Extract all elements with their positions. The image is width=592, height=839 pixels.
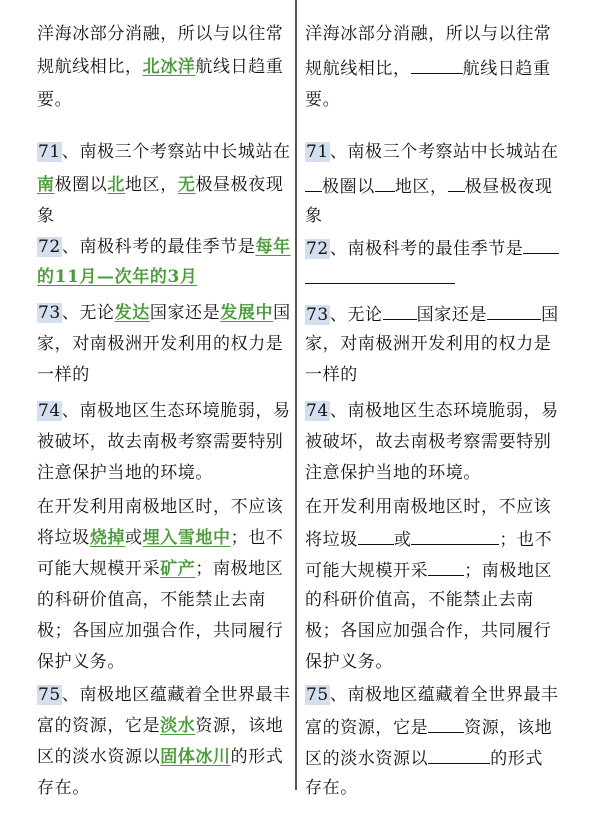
answer-text: 北 xyxy=(107,175,126,195)
question-72: 72、南极科考的最佳季节是 xyxy=(305,231,557,263)
answer-text: 无 xyxy=(177,175,196,195)
question-71: 71、南极三个考察站中长城站在 xyxy=(306,142,559,162)
answer-blank[interactable] xyxy=(523,231,559,254)
answer-text: 北冰洋 xyxy=(142,57,196,77)
answer-text: 淡水 xyxy=(160,716,196,736)
question-number: 74 xyxy=(38,401,61,421)
answer-text: 发达 xyxy=(114,303,150,323)
question-73: 73、无论 国家还是 国 xyxy=(305,297,557,329)
question-75: 75、南极地区蕴藏着全世界最丰 xyxy=(306,685,559,705)
text-line: 注意保护当地的环境。 xyxy=(305,463,481,483)
question-number: 71 xyxy=(306,142,329,162)
text-line: 被破坏，故去南极考察需要特别 xyxy=(305,432,552,452)
answer-blank[interactable] xyxy=(411,522,499,545)
answer-blank[interactable] xyxy=(305,261,455,284)
text-line: 可能大规模开采 ；南极地区 xyxy=(305,553,557,585)
answer-text: 烧掉 xyxy=(89,528,126,548)
text-line: 保护义务。 xyxy=(305,652,393,672)
text-line: 规航线相比，北冰洋航线日趋重 xyxy=(37,57,284,77)
answer-text: 埋入雪地中 xyxy=(142,528,231,548)
question-73: 73、无论发达国家还是发展中国 xyxy=(38,303,291,323)
text-line: 南极圈以北地区，无极昼极夜现 xyxy=(37,175,284,195)
question-74: 74、南极地区生态环境脆弱，易 xyxy=(306,401,559,421)
text-line: 象 xyxy=(37,206,55,226)
text-line: 在开发利用南极地区时，不应该 xyxy=(37,497,284,517)
question-71: 71、南极三个考察站中长城站在 xyxy=(38,142,291,162)
text-line: 被破坏，故去南极考察需要特别 xyxy=(37,432,284,452)
text-line: 极；各国应加强合作，共同履行 xyxy=(37,621,284,641)
text-line: 保护义务。 xyxy=(37,652,125,672)
question-number: 73 xyxy=(38,303,61,323)
question-number: 75 xyxy=(38,685,61,705)
question-number: 74 xyxy=(306,401,329,421)
question-number: 75 xyxy=(306,685,329,705)
question-number: 72 xyxy=(38,237,61,257)
text-line: 洋海冰部分消融，所以与以往常 xyxy=(37,24,284,44)
text-line xyxy=(305,261,557,293)
text-line: 家，对南极洲开发利用的权力是 xyxy=(37,334,284,354)
text-line: 注意保护当地的环境。 xyxy=(37,463,213,483)
answer-blank[interactable] xyxy=(428,710,464,733)
text-line: 家，对南极洲开发利用的权力是 xyxy=(305,334,552,354)
text-line: 在开发利用南极地区时，不应该 xyxy=(305,497,552,517)
text-line: 要。 xyxy=(37,90,73,110)
question-75: 75、南极地区蕴藏着全世界最丰 xyxy=(38,685,291,705)
question-number: 73 xyxy=(306,305,329,325)
answer-text: 的11月—次年的3月 xyxy=(37,267,198,287)
answer-blank[interactable] xyxy=(448,169,465,192)
text-line: 一样的 xyxy=(37,365,90,385)
text-line: 象 xyxy=(305,206,323,226)
answer-blank[interactable] xyxy=(305,169,322,192)
text-line: 将垃圾 或 ；也不 xyxy=(305,522,557,554)
answer-text: 矿产 xyxy=(160,559,196,579)
text-line xyxy=(37,261,289,293)
text-line: 一样的 xyxy=(305,365,358,385)
text-line: 洋海冰部分消融，所以与以往常 xyxy=(305,24,552,44)
text-line: 将垃圾烧掉或埋入雪地中；也不 xyxy=(37,528,284,548)
answer-blank[interactable] xyxy=(383,297,417,320)
answer-text: 固体冰川 xyxy=(160,747,231,767)
answer-text: 南 xyxy=(37,175,55,195)
answer-blank[interactable] xyxy=(375,169,395,192)
answer-text: 每年 xyxy=(255,237,291,257)
text-line: 极圈以 地区， 极昼极夜现 xyxy=(305,169,557,201)
text-line: 要。 xyxy=(305,90,341,110)
text-line: 的科研价值高，不能禁止去南 xyxy=(37,590,266,610)
text-line: 极；各国应加强合作，共同履行 xyxy=(305,621,552,641)
answer-blank[interactable] xyxy=(428,741,490,764)
question-74: 74、南极地区生态环境脆弱，易 xyxy=(38,401,291,421)
text-line: 可能大规模开采矿产；南极地区 xyxy=(37,559,284,579)
text-line: 的科研价值高，不能禁止去南 xyxy=(305,590,534,610)
text-line: 富的资源，它是 资源，该地 xyxy=(305,710,557,742)
column-divider xyxy=(295,0,297,790)
answer-blank[interactable] xyxy=(487,297,541,320)
question-72: 72、南极科考的最佳季节是每年 xyxy=(38,237,291,257)
answer-blank[interactable] xyxy=(358,522,394,545)
answer-blank[interactable] xyxy=(428,553,464,576)
text-line: 区的淡水资源以 的形式 xyxy=(305,741,557,773)
question-number: 72 xyxy=(306,239,329,259)
text-line: 规航线相比， 航线日趋重 xyxy=(305,51,557,83)
text-line: 富的资源，它是淡水资源，该地 xyxy=(37,716,284,736)
text-line: 存在。 xyxy=(305,778,358,798)
answer-blank[interactable] xyxy=(411,51,463,74)
text-line: 存在。 xyxy=(37,778,90,798)
answer-text: 发展中 xyxy=(220,303,274,323)
text-line: 区的淡水资源以固体冰川的形式 xyxy=(37,747,284,767)
question-number: 71 xyxy=(38,142,61,162)
